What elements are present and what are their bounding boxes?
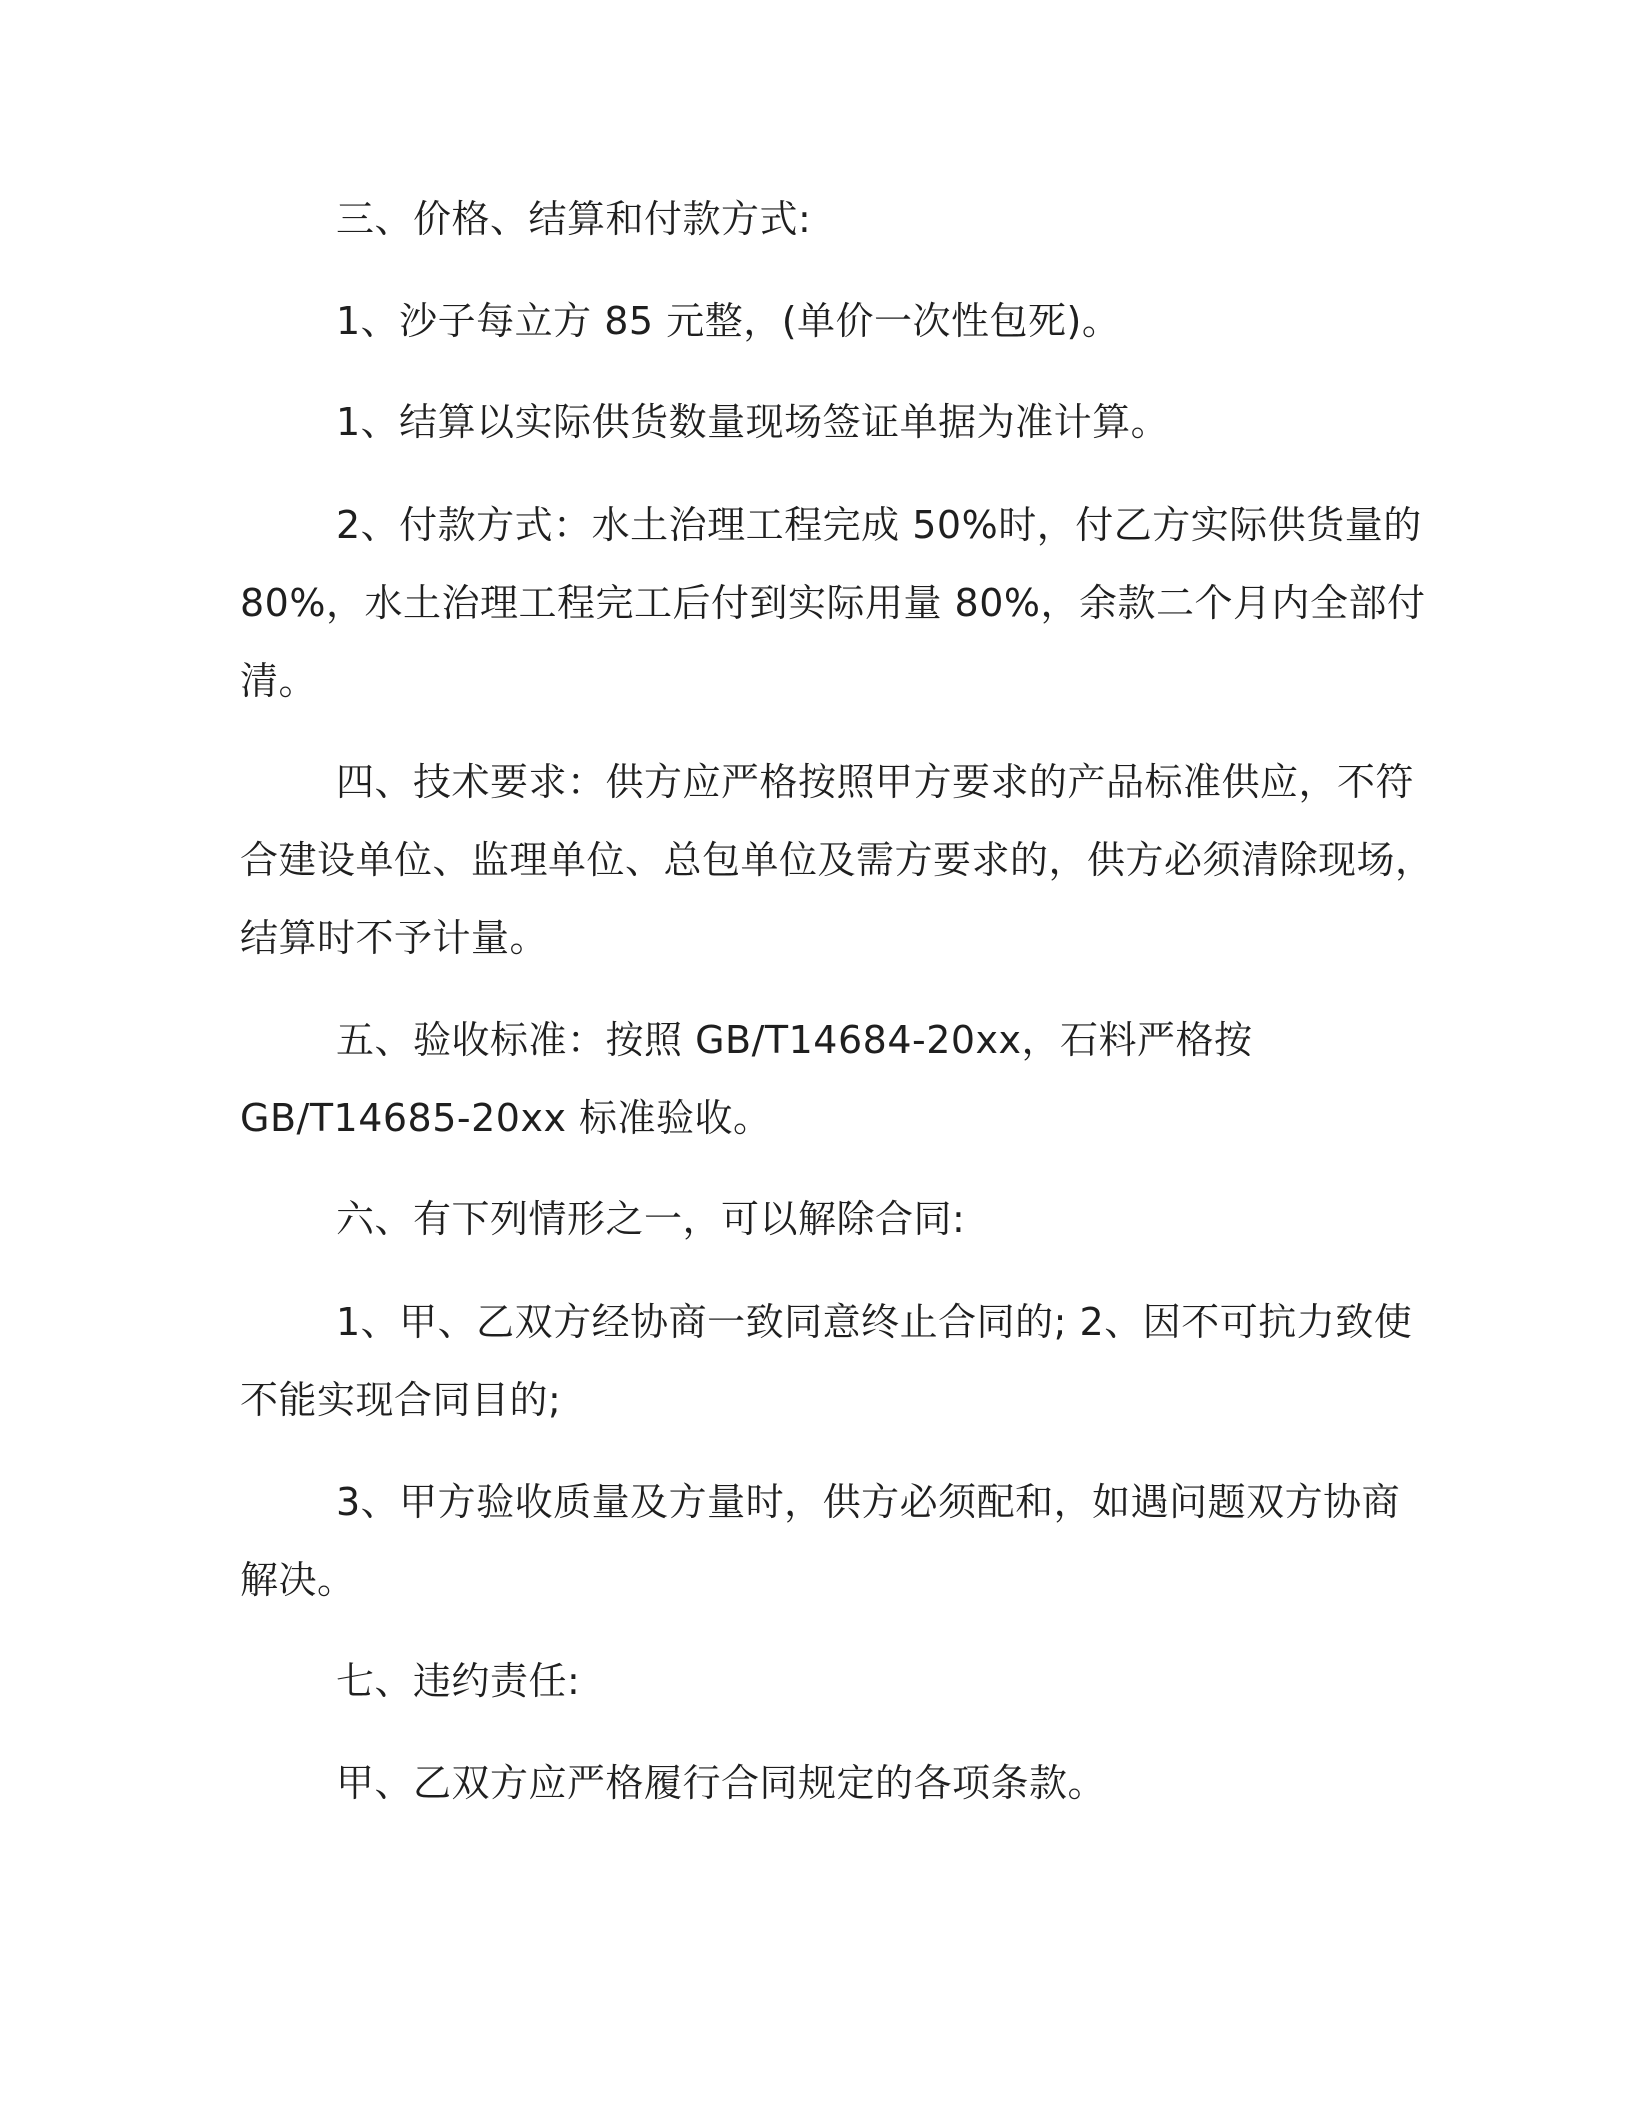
section-7-heading: 七、违约责任: [336, 1659, 581, 1703]
section-6-heading: 六、有下列情形之一，可以解除合同: [336, 1197, 966, 1241]
section-4-line-3: 结算时不予计量。 [240, 916, 549, 960]
clause-settlement: 1、结算以实际供货数量现场签证单据为准计算。 [336, 400, 1170, 444]
clause-payment-line-1: 2、付款方式：水土治理工程完成 50%时，付乙方实际供货量的 [336, 503, 1422, 547]
clause-payment-line-2: 80%，水土治理工程完工后付到实际用量 80%，余款二个月内全部付 [240, 581, 1426, 625]
clause-unit-price: 1、沙子每立方 85 元整，(单价一次性包死)。 [336, 299, 1121, 343]
clause-inspection-line-1: 3、甲方验收质量及方量时，供方必须配和，如遇问题双方协商 [336, 1480, 1401, 1524]
section-4-line-1: 四、技术要求：供方应严格按照甲方要求的产品标准供应，不符 [336, 760, 1415, 804]
clause-payment-line-3: 清。 [240, 659, 318, 703]
section-5-line-1: 五、验收标准：按照 GB/T14684-20xx，石料严格按 [336, 1018, 1253, 1062]
clause-termination-line-2: 不能实现合同目的; [240, 1378, 562, 1422]
section-5-line-2: GB/T14685-20xx 标准验收。 [240, 1096, 772, 1140]
clause-termination-line-1: 1、甲、乙双方经协商一致同意终止合同的; 2、因不可抗力致使 [336, 1300, 1413, 1344]
section-4-line-2: 合建设单位、监理单位、总包单位及需方要求的，供方必须清除现场， [240, 838, 1434, 882]
section-3-heading: 三、价格、结算和付款方式: [336, 197, 812, 241]
clause-inspection-line-2: 解决。 [240, 1558, 356, 1602]
clause-liability: 甲、乙双方应严格履行合同规定的各项条款。 [336, 1761, 1107, 1805]
